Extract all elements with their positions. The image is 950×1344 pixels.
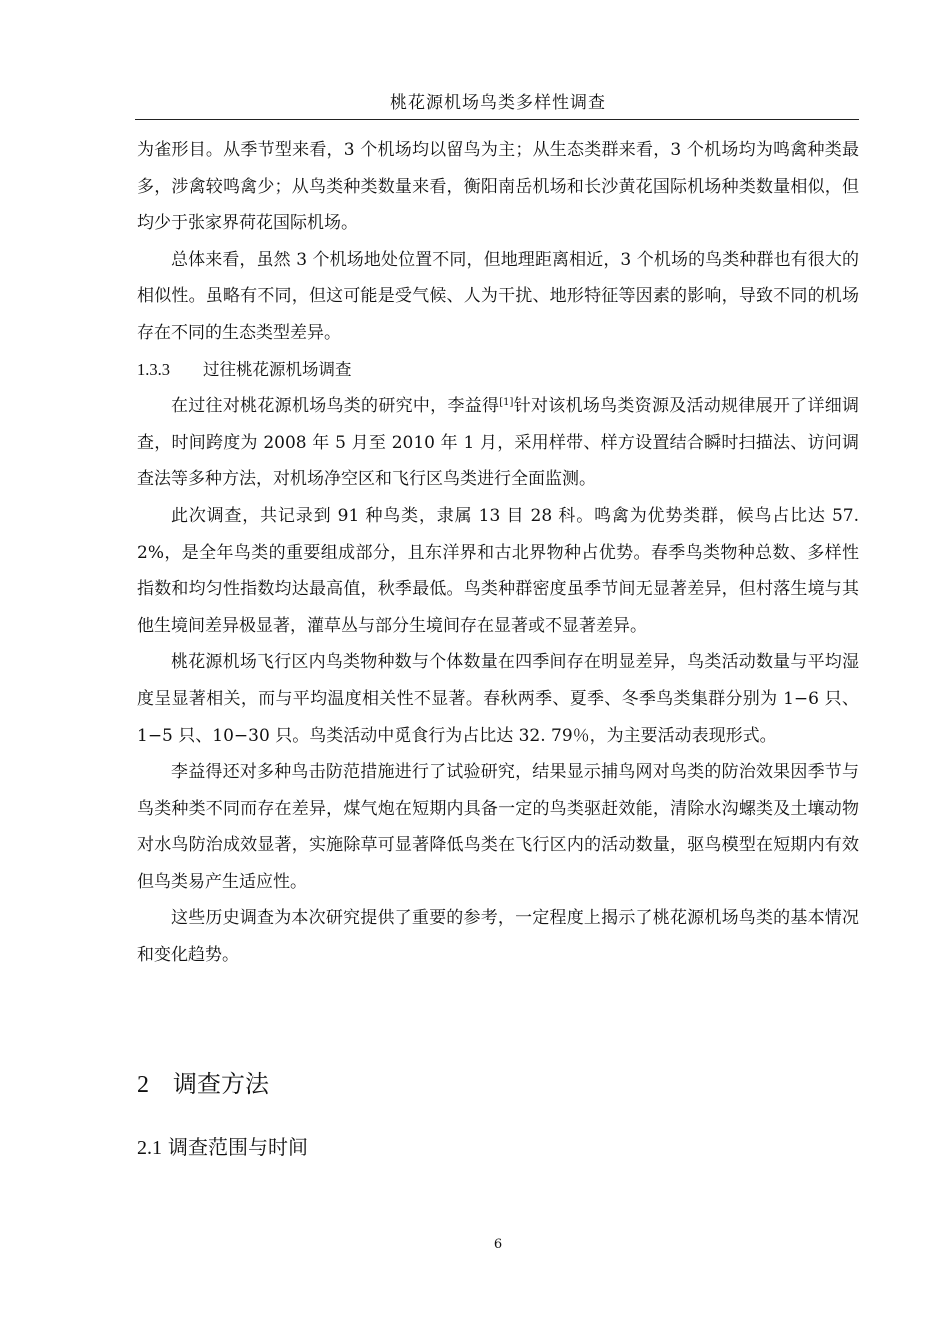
paragraph-7: 这些历史调查为本次研究提供了重要的参考，一定程度上揭示了桃花源机场鸟类的基本情况和变化趋势。 [137,908,859,966]
section-heading-2-1 [137,1131,308,1164]
chapter-title: 调查方法 [173,1070,269,1098]
paragraph-1: 为雀形目。从季节型来看，3 个机场均以留鸟为主；从生态类群来看，3 个机场均为鸣禽种类最多，涉禽较鸣禽少；从鸟类种类数量来看，衡阳南岳机场和长沙黄花国际机场种类数量相似，但均少于张家界荷花国际机场。 [137,140,859,234]
running-header: 桃花源机场鸟类多样性调查 [390,93,606,113]
section-title: 过往桃花源机场调查 [203,359,352,379]
section-number: 2.1 [137,1137,162,1159]
citation-reference: [1] [499,397,514,409]
section-title: 调查范围与时间 [168,1135,308,1159]
page-number: 6 [493,1237,503,1252]
section-heading-1-3-3 [137,352,859,389]
chapter-number: 2 [137,1072,149,1098]
paragraph-3-text-a: 在过往对桃花源机场鸟类的研究中，李益得 [171,396,500,417]
paragraph-4: 此次调查，共记录到 91 种鸟类，隶属 13 目 28 科。鸣禽为优势类群，候鸟占比达 57. 2%，是全年鸟类的重要组成部分，且东洋界和古北界物种占优势。春季鸟类物种总数、多样性指数和均匀性指数均达最高值，秋季最低。鸟类种群密度虽季节间无显著差异，但村落生境与其他生境间差异极显著，灌草丛与部分生境间存在显著或不显著差异。 [137,505,859,636]
paragraph-2: 总体来看，虽然 3 个机场地处位置不同，但地理距离相近，3 个机场的鸟类种群也有很大的相似性。虽略有不同，但这可能是受气候、人为干扰、地形特征等因素的影响，导致不同的机场存在不同的生态类型差异。 [137,249,859,343]
chapter-heading-2 [137,1066,269,1103]
paragraph-5: 桃花源机场飞行区内鸟类物种数与个体数量在四季间存在明显差异，鸟类活动数量与平均湿度呈显著相关，而与平均温度相关性不显著。春秋两季、夏季、冬季鸟类集群分别为 1−6 只、1−5 只、10−30 只。鸟类活动中觅食行为占比达 32. 79％，为主要活动表现形式。 [137,652,859,746]
header-rule [135,119,859,120]
paragraph-3 [137,388,859,498]
paragraph-3-text-b: 针对该机场鸟类资源及活动规律展开了详细调查，时间跨度为 2008 年 5 月至 2010 年 1 月，采用样带、样方设置结合瞬时扫描法、访问调查法等多种方法，对机场净空区和飞行区鸟类进行全面监测。 [137,396,860,490]
section-number: 1.3.3 [137,359,170,379]
body-text [137,132,859,974]
paragraph-6: 李益得还对多种鸟击防范措施进行了试验研究，结果显示捕鸟网对鸟类的防治效果因季节与鸟类种类不同而存在差异，煤气炮在短期内具备一定的鸟类驱赶效能，清除水沟螺类及土壤动物对水鸟防治成效显著，实施除草可显著降低鸟类在飞行区内的活动数量，驱鸟模型在短期内有效但鸟类易产生适应性。 [137,762,859,892]
